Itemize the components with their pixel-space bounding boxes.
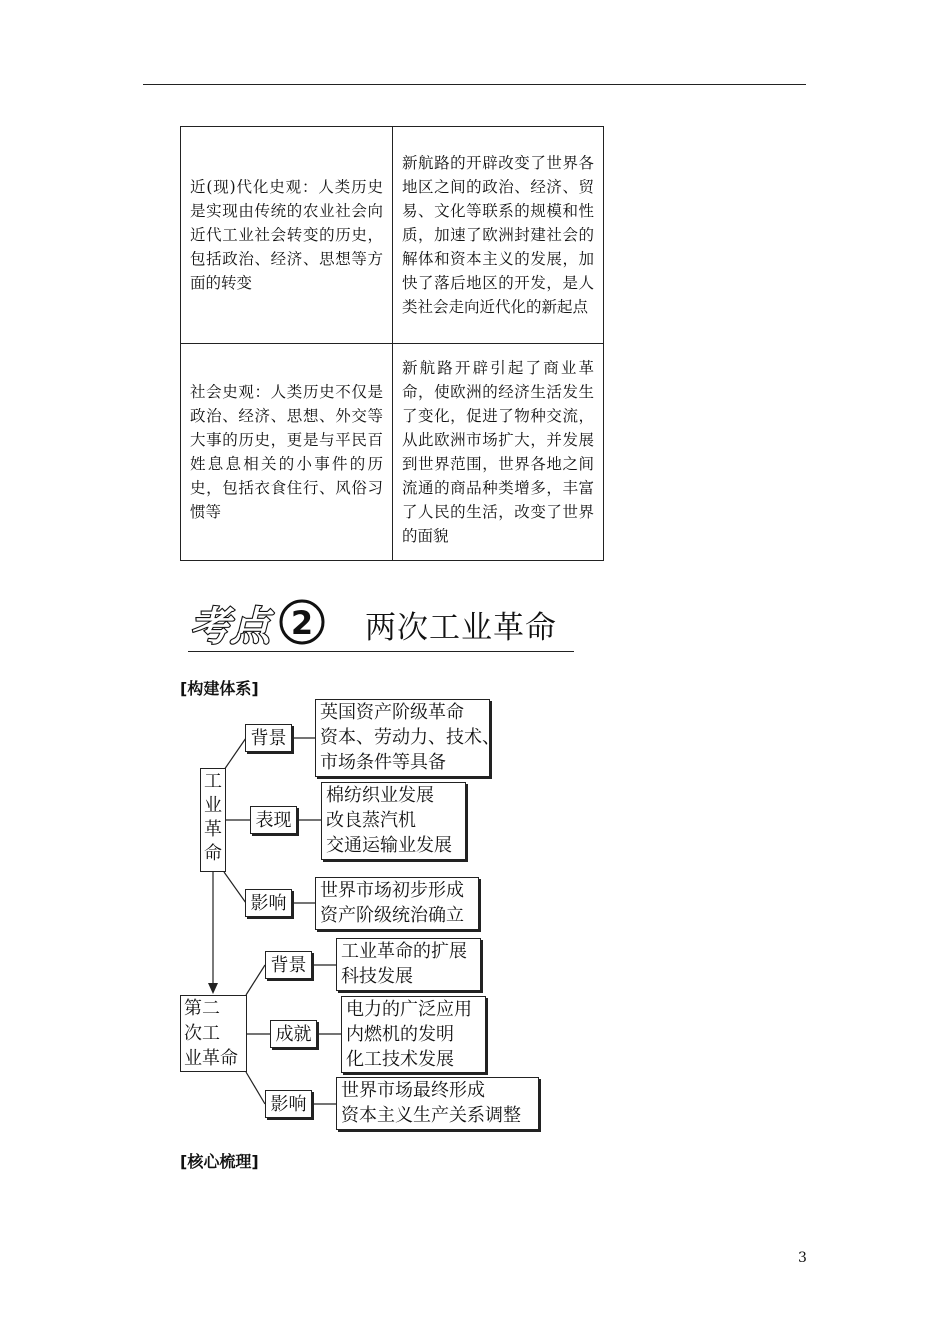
first-impact-box bbox=[315, 877, 479, 930]
second-impact-label: 影响 bbox=[265, 1090, 312, 1118]
box-line: 电力的广泛应用 bbox=[346, 999, 472, 1020]
first-impact-label: 影响 bbox=[245, 889, 292, 917]
first-background-label: 背景 bbox=[245, 724, 292, 752]
content-cell: 新航路开辟引起了商业革命，使欧洲的经济生活发生了变化，促进了物种交流，从此欧洲市场扩大，并发展到世界范围，世界各地之间流通的商品种类增多，丰富了人民的生活，改变了世界的面貌 bbox=[393, 344, 604, 561]
first-manifest-box bbox=[321, 782, 466, 860]
table-row bbox=[181, 344, 604, 561]
root-char: 业 bbox=[204, 795, 222, 816]
arrow-down-icon bbox=[208, 983, 218, 994]
banner-title: 两次工业革命 bbox=[365, 610, 557, 646]
section-core: [核心梳理] bbox=[180, 1152, 259, 1171]
box-line: 交通运输业发展 bbox=[326, 835, 452, 856]
view-cell: 近(现)代化史观：人类历史是实现由传统的农业社会向近代工业社会转变的历史，包括政治、经济、思想等方面的转变 bbox=[181, 127, 393, 344]
second-achievement-box bbox=[341, 996, 486, 1073]
box-line: 资本主义生产关系调整 bbox=[341, 1105, 521, 1126]
root-char: 工 bbox=[204, 771, 222, 792]
banner-underline bbox=[188, 651, 574, 652]
view-cell: 社会史观：人类历史不仅是政治、经济、思想、外交等大事的历史，更是与平民百姓息息相关的小事件的历史，包括衣食住行、风俗习惯等 bbox=[181, 344, 393, 561]
first-revolution-root bbox=[200, 768, 226, 872]
box-line: 科技发展 bbox=[341, 966, 413, 987]
root-char: 命 bbox=[204, 843, 222, 864]
second-achievement-label: 成就 bbox=[270, 1020, 317, 1048]
root-line: 业革命 bbox=[184, 1048, 238, 1069]
box-line: 世界市场初步形成 bbox=[320, 880, 464, 901]
box-line: 英国资产阶级革命 bbox=[320, 702, 464, 723]
page-number: 3 bbox=[798, 1250, 807, 1266]
section-build: [构建体系] bbox=[180, 679, 259, 698]
table-row bbox=[181, 127, 604, 344]
box-line: 化工技术发展 bbox=[346, 1049, 454, 1070]
box-line: 世界市场最终形成 bbox=[341, 1080, 485, 1101]
box-line: 市场条件等具备 bbox=[320, 752, 446, 773]
box-line: 资本、劳动力、技术、 bbox=[320, 727, 500, 748]
first-background-box bbox=[315, 699, 500, 777]
content-cell: 新航路的开辟改变了世界各地区之间的政治、经济、贸易、文化等联系的规模和性质，加速了欧洲封建社会的解体和资本主义的发展，加快了落后地区的开发，是人类社会走向近代化的新起点 bbox=[393, 127, 604, 344]
history-views-table bbox=[180, 126, 604, 561]
box-line: 内燃机的发明 bbox=[346, 1024, 454, 1045]
root-line: 次工 bbox=[184, 1023, 220, 1044]
second-background-label: 背景 bbox=[265, 951, 312, 979]
second-impact-box bbox=[336, 1077, 539, 1130]
box-line: 棉纺织业发展 bbox=[326, 785, 434, 806]
banner-number: 2 bbox=[290, 604, 314, 642]
root-line: 第二 bbox=[184, 998, 220, 1019]
second-background-box bbox=[336, 938, 481, 991]
root-char: 革 bbox=[204, 819, 222, 840]
box-line: 资产阶级统治确立 bbox=[320, 905, 464, 926]
banner-label: 考点 bbox=[190, 604, 270, 650]
first-manifest-label: 表现 bbox=[250, 806, 297, 834]
box-line: 改良蒸汽机 bbox=[326, 810, 416, 831]
box-line: 工业革命的扩展 bbox=[341, 941, 467, 962]
second-revolution-root bbox=[180, 995, 247, 1072]
header-rule bbox=[143, 84, 806, 85]
